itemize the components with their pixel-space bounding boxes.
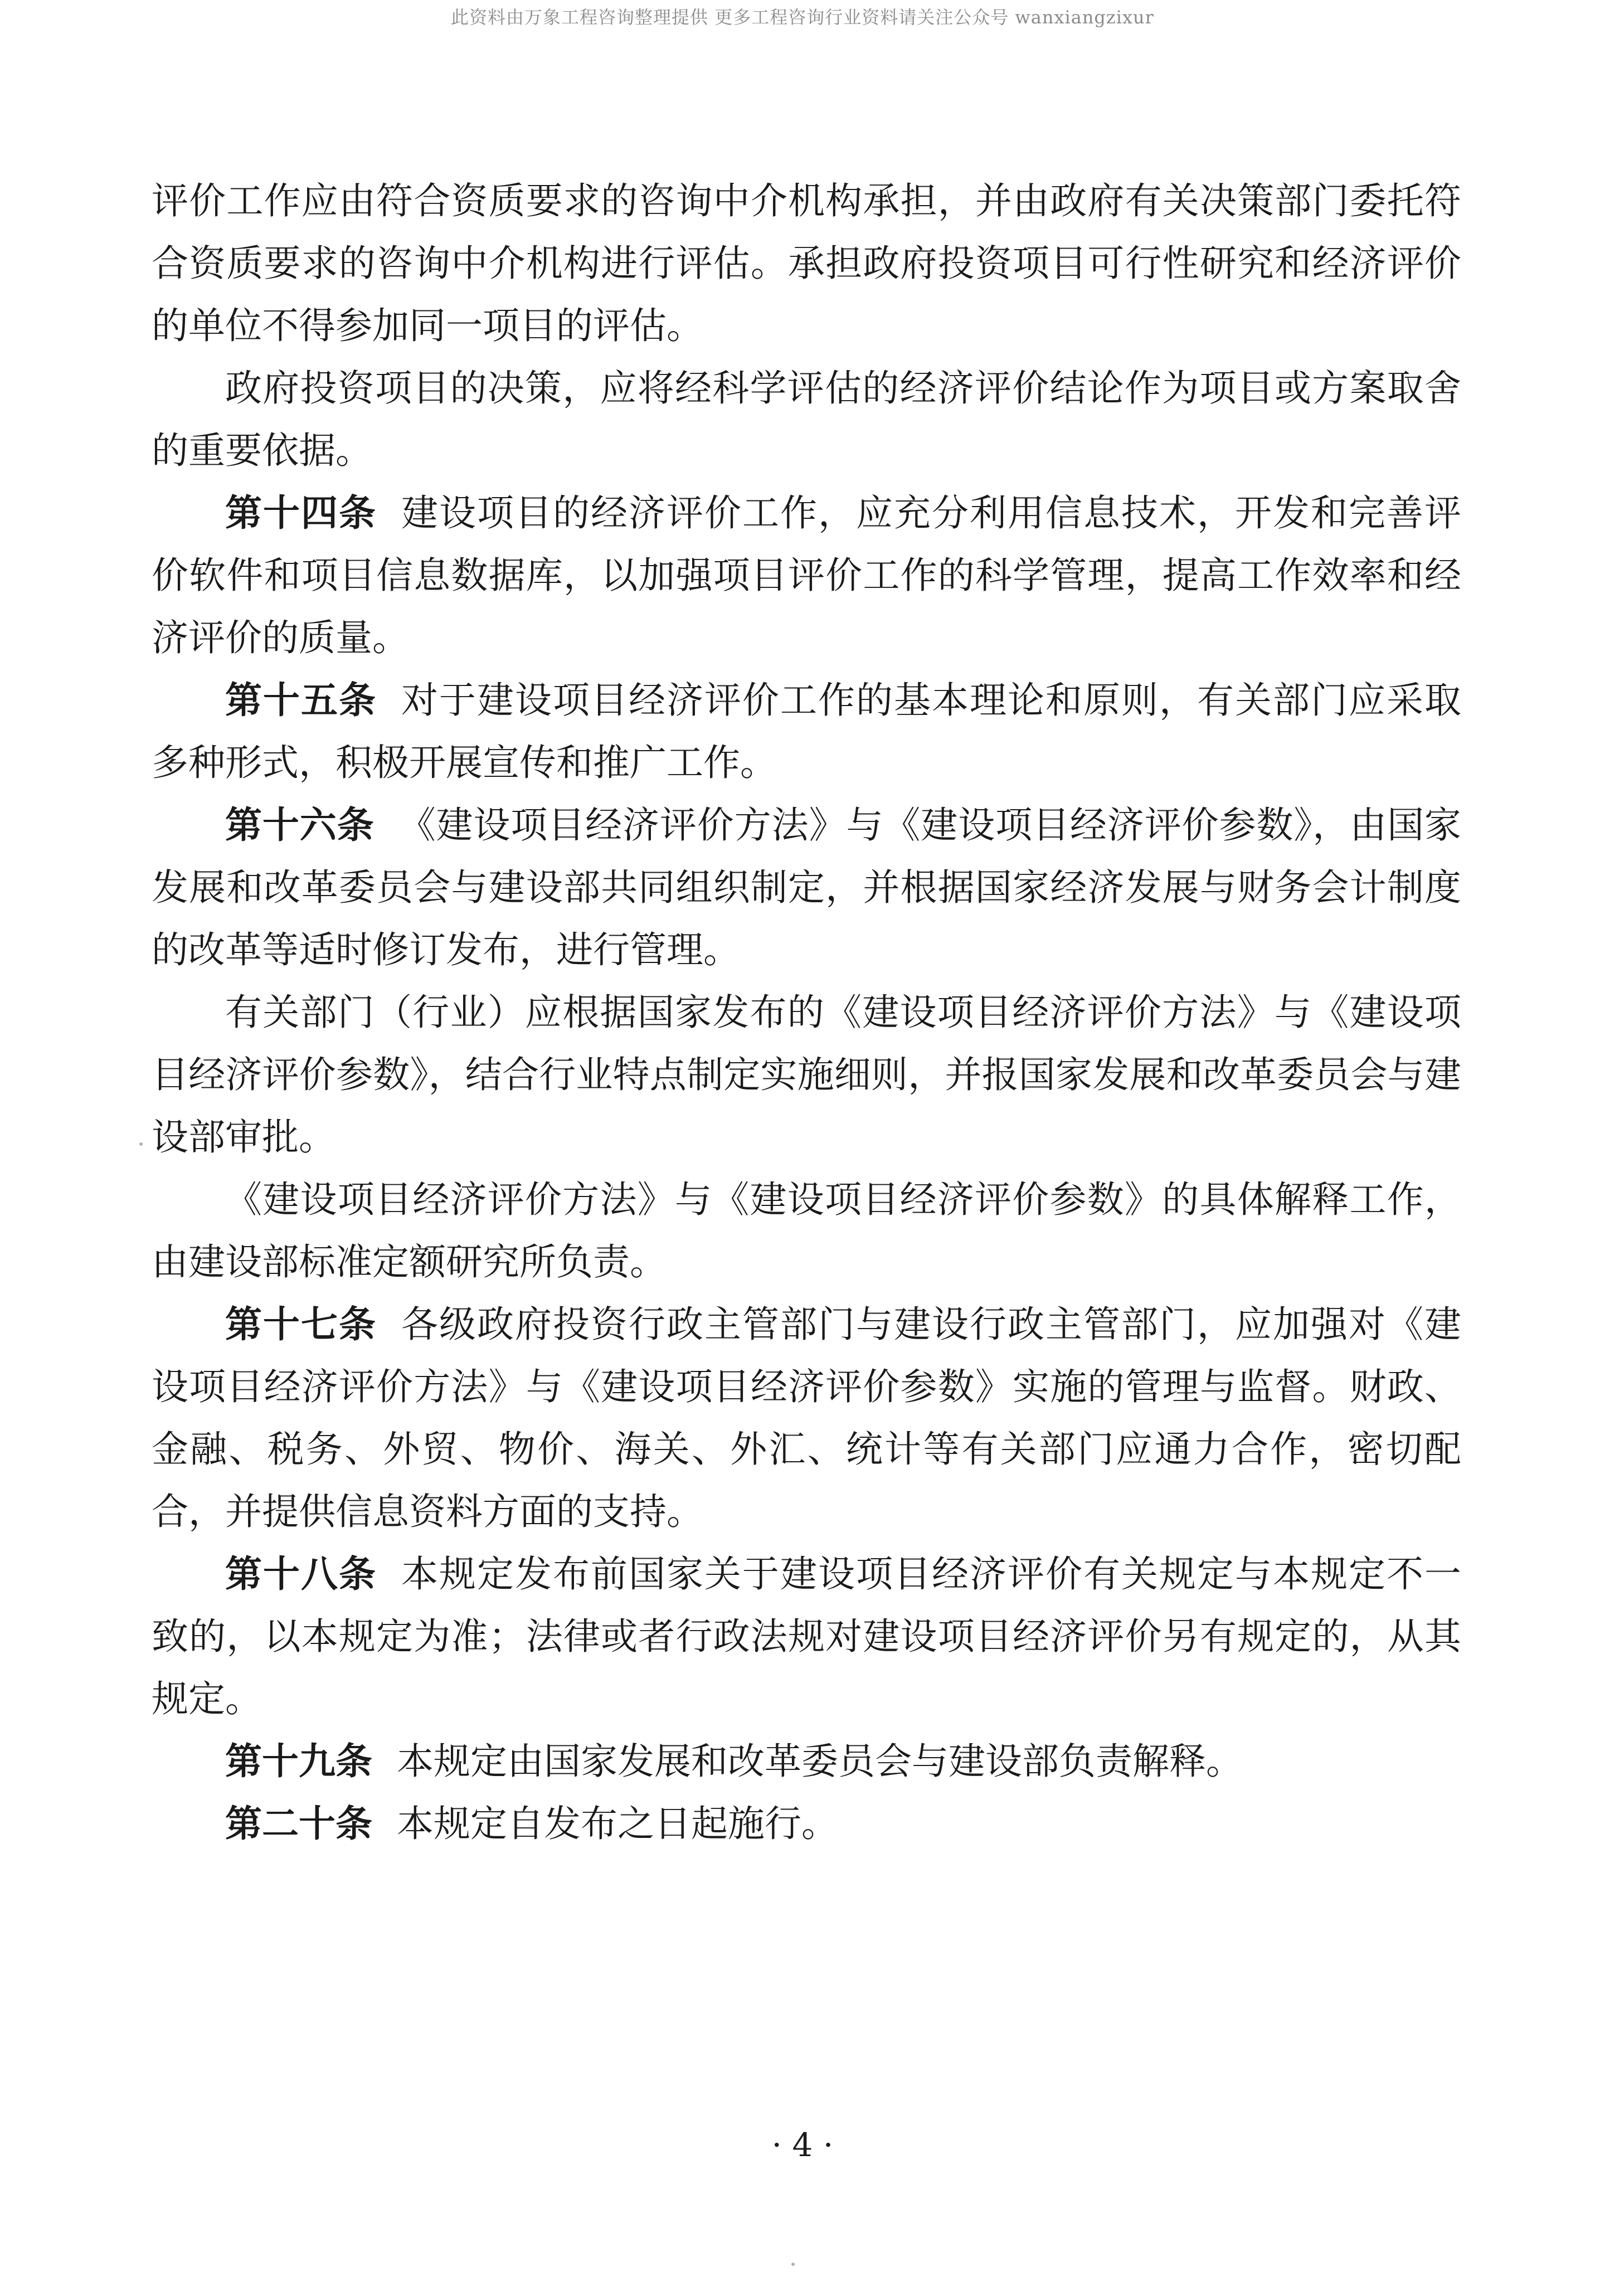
paragraph-text: 《建设项目经济评价方法》与《建设项目经济评价参数》，由国家发展和改革委员会与建设部共同组织制定，并根据国家经济发展与财务会计制度的改革等适时修订发布，进行管理。 — [152, 804, 1461, 971]
article-number: 第十六条 — [225, 804, 374, 847]
paragraph-text: 评价工作应由符合资质要求的咨询中介机构承担，并由政府有关决策部门委托符合资质要求的咨询中介机构进行评估。承担政府投资项目可行性研究和经济评价的单位不得参加同一项目的评估。 — [152, 179, 1461, 347]
paragraph-text: 本规定由国家发展和改革委员会与建设部负责解释。 — [397, 1740, 1243, 1783]
article-paragraph — [152, 669, 1461, 794]
scan-speck — [139, 1142, 143, 1146]
paragraph-text: 本规定自发布之日起施行。 — [397, 1802, 838, 1845]
article-number: 第十七条 — [225, 1303, 377, 1346]
article-number: 第二十条 — [225, 1802, 372, 1845]
article-paragraph — [152, 1543, 1461, 1730]
article-paragraph — [152, 1293, 1461, 1543]
article-paragraph — [152, 1730, 1461, 1793]
paragraph-text: 《建设项目经济评价方法》与《建设项目经济评价参数》的具体解释工作，由建设部标准定额研究所负责。 — [152, 1178, 1461, 1283]
document-body — [152, 170, 1461, 1855]
article-number: 第十四条 — [225, 492, 377, 534]
paragraph — [152, 981, 1461, 1169]
paragraph-text: 有关部门（行业）应根据国家发布的《建设项目经济评价方法》与《建设项目经济评价参数》，结合行业特点制定实施细则，并报国家发展和改革委员会与建设部审批。 — [152, 991, 1461, 1159]
article-paragraph — [152, 1793, 1461, 1855]
article-number: 第十五条 — [225, 679, 377, 722]
paragraph-text: 建设项目的经济评价工作，应充分利用信息技术，开发和完善评价软件和项目信息数据库，以加强项目评价工作的科学管理，提高工作效率和经济评价的质量。 — [152, 492, 1461, 659]
article-number: 第十八条 — [225, 1553, 377, 1595]
paragraph — [152, 357, 1461, 482]
paragraph — [152, 1169, 1461, 1293]
paragraph-text: 对于建设项目经济评价工作的基本理论和原则，有关部门应采取多种形式，积极开展宣传和推广工作。 — [152, 679, 1461, 784]
paragraph-text: 政府投资项目的决策，应将经科学评估的经济评价结论作为项目或方案取舍的重要依据。 — [152, 367, 1461, 472]
header-note: 此资料由万象工程咨询整理提供 更多工程咨询行业资料请关注公众号 wanxiangzixur — [451, 7, 1154, 28]
page-number: · 4 · — [771, 2126, 834, 2164]
article-number: 第十九条 — [225, 1740, 372, 1783]
paragraph-text: 各级政府投资行政主管部门与建设行政主管部门，应加强对《建设项目经济评价方法》与《建设项目经济评价参数》实施的管理与监督。财政、金融、税务、外贸、物价、海关、外汇、统计等有关部门应通力合作，密切配合，并提供信息资料方面的支持。 — [152, 1303, 1461, 1533]
scan-speck — [791, 2263, 795, 2266]
article-paragraph — [152, 482, 1461, 669]
article-paragraph — [152, 794, 1461, 981]
paragraph-text: 本规定发布前国家关于建设项目经济评价有关规定与本规定不一致的，以本规定为准；法律或者行政法规对建设项目经济评价另有规定的，从其规定。 — [152, 1553, 1461, 1720]
paragraph — [152, 170, 1461, 357]
